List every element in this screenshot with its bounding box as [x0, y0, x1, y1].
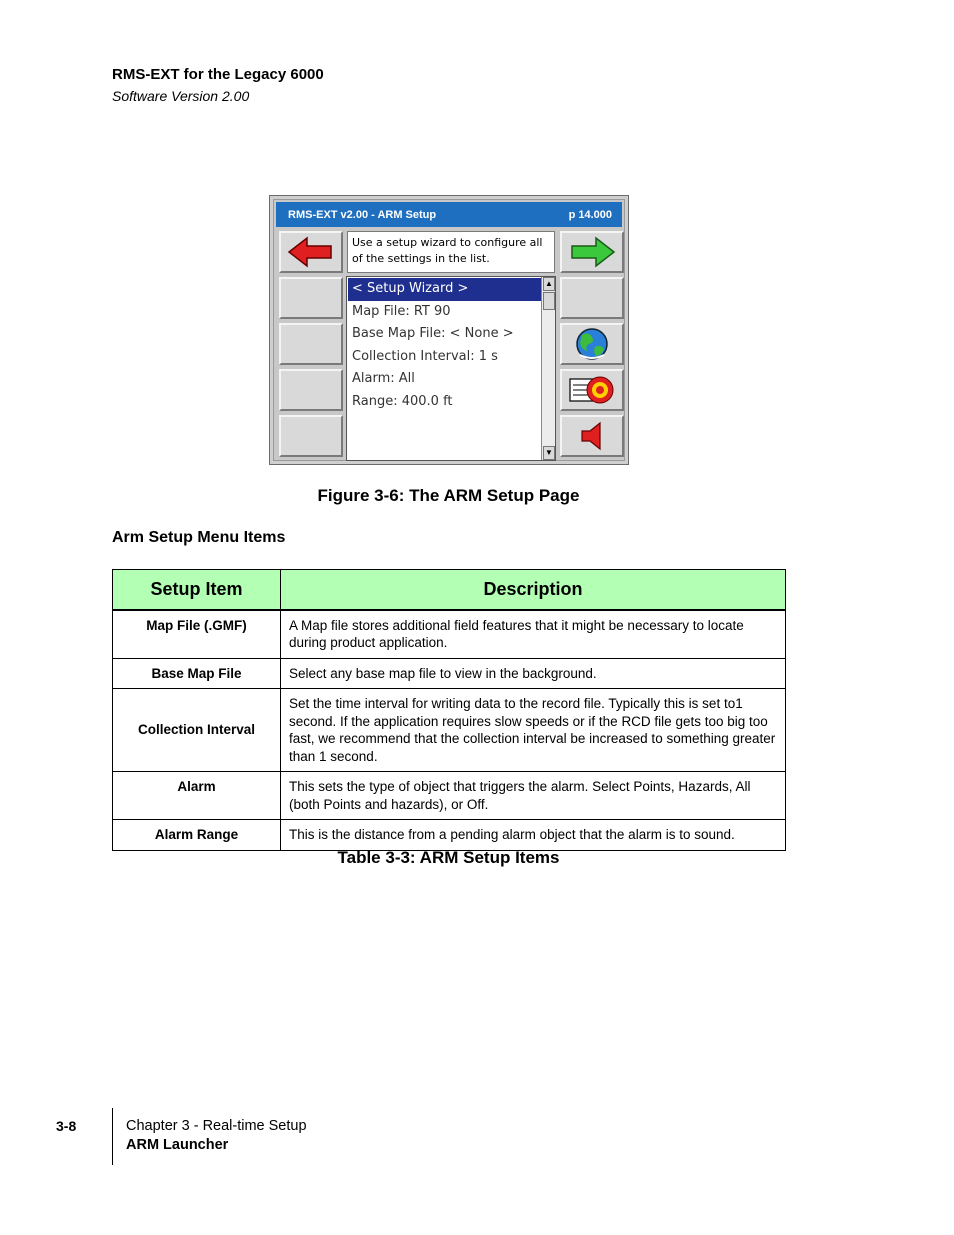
footer-divider	[112, 1108, 113, 1165]
description-cell: This is the distance from a pending alarm object that the alarm is to sound.	[281, 820, 786, 851]
column-header-description: Description	[281, 570, 786, 610]
scroll-up-button[interactable]: ▲	[543, 277, 555, 291]
device-titlebar	[276, 202, 622, 227]
device-screen	[273, 199, 625, 461]
description-cell: This sets the type of object that triggers the alarm. Select Points, Hazards, All (both Points and hazards), or Off.	[281, 772, 786, 820]
section-title: Arm Setup Menu Items	[112, 529, 286, 546]
table-row	[113, 689, 786, 772]
alarm-button[interactable]	[560, 369, 624, 411]
setup-item-cell: Alarm	[113, 772, 281, 820]
speaker-icon	[562, 417, 622, 455]
page-number: 3-8	[56, 1118, 77, 1134]
map-button[interactable]	[560, 323, 624, 365]
forward-arrow-icon	[562, 233, 622, 271]
list-item[interactable]: < Setup Wizard >	[348, 278, 541, 301]
table-row	[113, 820, 786, 851]
footer-section: ARM Launcher	[126, 1137, 229, 1153]
sound-button[interactable]	[560, 415, 624, 457]
setup-list-items	[348, 278, 541, 414]
setup-item-cell: Map File (.GMF)	[113, 610, 281, 659]
list-item[interactable]: Map File: RT 90	[352, 303, 451, 319]
column-header-setup-item: Setup Item	[113, 570, 281, 610]
table-row	[113, 610, 786, 659]
document-title: RMS-EXT for the Legacy 6000	[112, 66, 324, 83]
back-arrow-icon	[281, 233, 341, 271]
setup-item-cell: Collection Interval	[113, 689, 281, 772]
left-button-2[interactable]	[279, 277, 343, 319]
list-item[interactable]: Range: 400.0 ft	[352, 393, 453, 409]
list-item[interactable]: Base Map File: < None >	[352, 326, 514, 342]
globe-icon	[562, 325, 622, 363]
setup-list[interactable]	[346, 276, 556, 461]
table-row	[113, 658, 786, 689]
page-indicator: p 14.000	[568, 209, 612, 221]
left-button-5[interactable]	[279, 415, 343, 457]
table-row	[113, 772, 786, 820]
hint-text: Use a setup wizard to configure all of the settings in the list.	[347, 231, 555, 273]
list-item[interactable]: Alarm: All	[352, 371, 415, 387]
scroll-down-button[interactable]: ▼	[543, 446, 555, 460]
description-cell: Select any base map file to view in the background.	[281, 658, 786, 689]
setup-item-cell: Alarm Range	[113, 820, 281, 851]
left-button-3[interactable]	[279, 323, 343, 365]
scroll-thumb[interactable]	[543, 292, 555, 310]
description-cell: Set the time interval for writing data to the record file. Typically this is set to1 second. If the application requires slow speeds or if the RCD file gets too big too fast, we recommend that the collection interval be increased to something greater than 1 second.	[281, 689, 786, 772]
software-version: Software Version 2.00	[112, 88, 250, 104]
list-item[interactable]: Collection Interval: 1 s	[352, 348, 498, 364]
device-screenshot	[269, 195, 629, 465]
back-button[interactable]	[279, 231, 343, 273]
right-button-2[interactable]	[560, 277, 624, 319]
setup-item-cell: Base Map File	[113, 658, 281, 689]
left-button-4[interactable]	[279, 369, 343, 411]
list-scrollbar[interactable]	[541, 277, 555, 460]
description-cell: A Map file stores additional field features that it might be necessary to locate during product application.	[281, 610, 786, 659]
figure-caption: Figure 3-6: The ARM Setup Page	[317, 486, 580, 505]
table-caption: Table 3-3: ARM Setup Items	[337, 848, 560, 867]
table-header-row	[113, 570, 786, 610]
setup-items-table	[112, 569, 786, 851]
footer-chapter: Chapter 3 - Real-time Setup	[126, 1118, 307, 1134]
device-title: RMS-EXT v2.00 - ARM Setup	[288, 209, 437, 221]
alarm-target-icon	[562, 371, 622, 409]
forward-button[interactable]	[560, 231, 624, 273]
